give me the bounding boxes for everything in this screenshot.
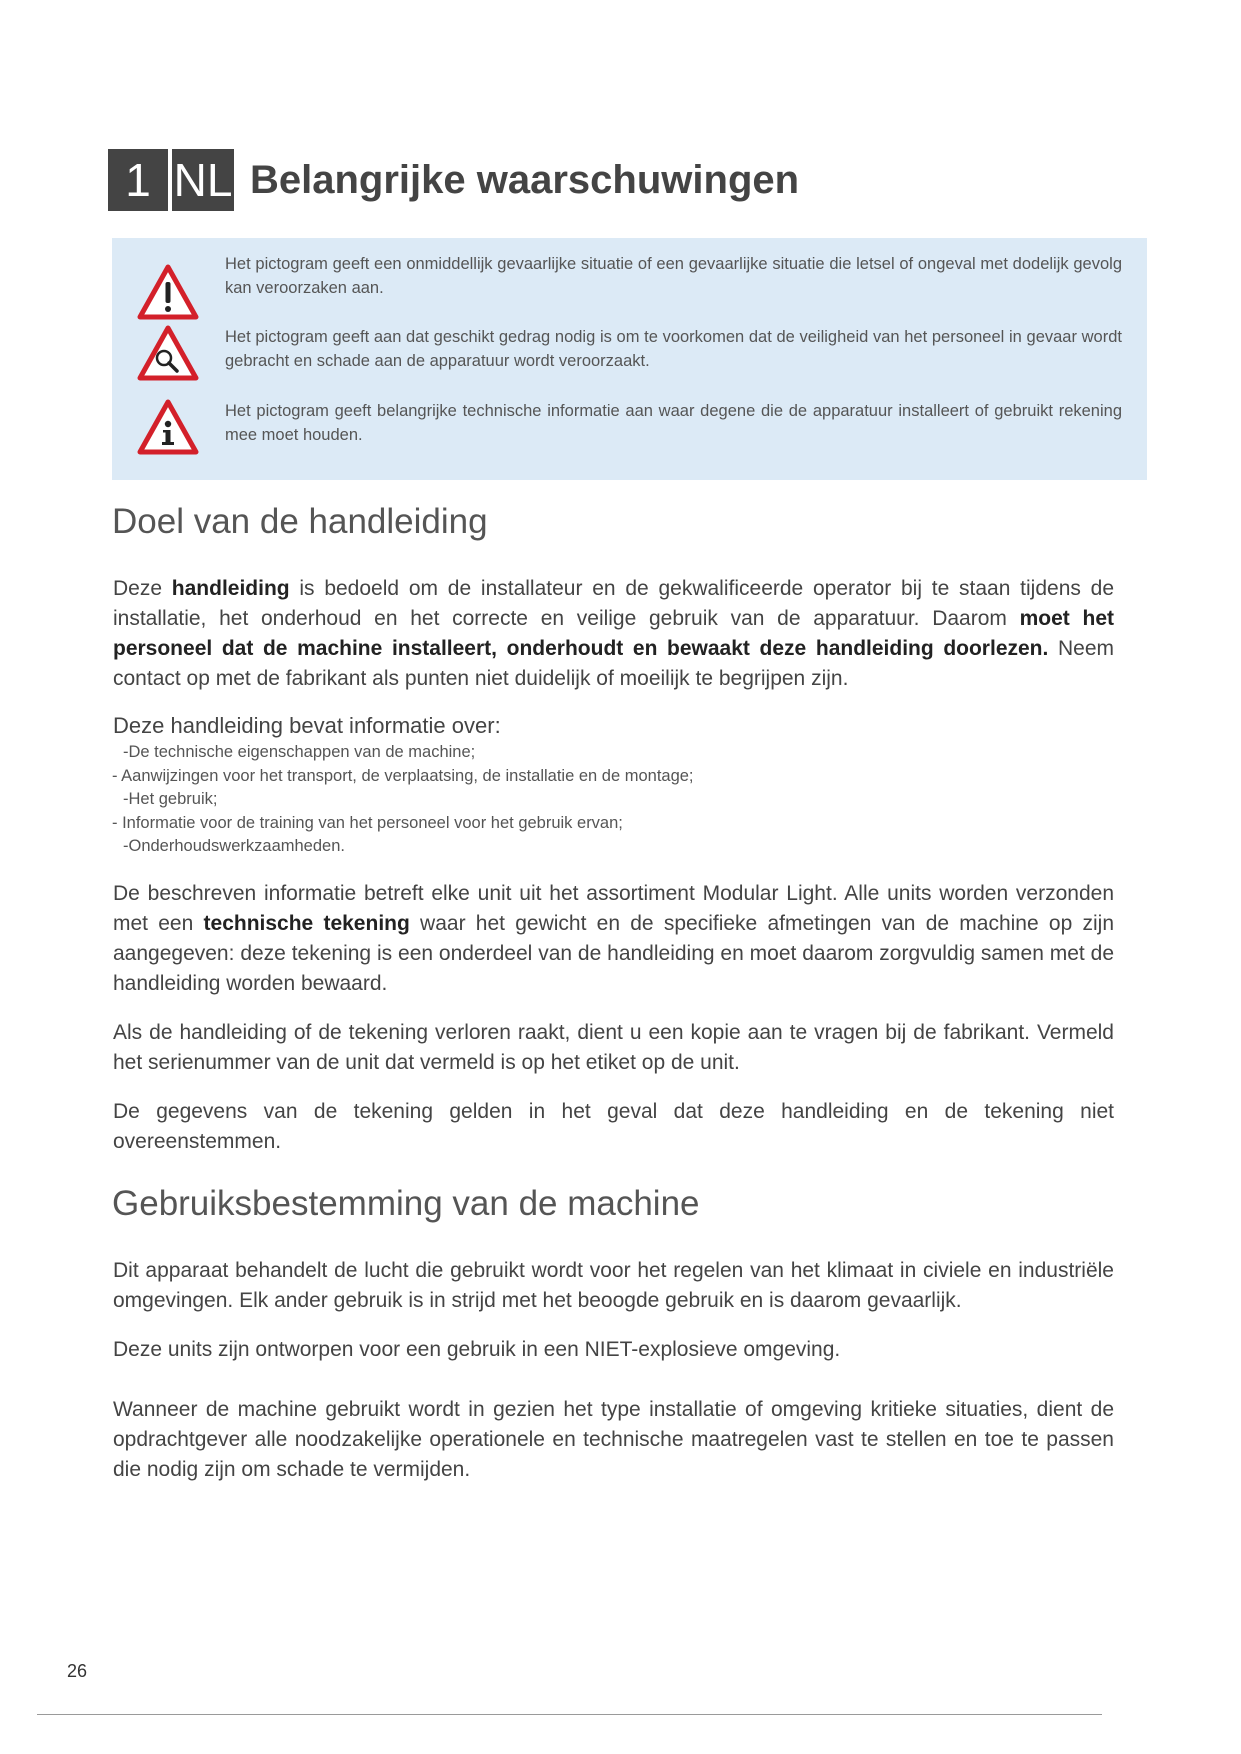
paragraph (113, 879, 1114, 999)
paragraph: Als de handleiding of de tekening verloren raakt, dient u een kopie aan te vragen bij de fabrikant. Vermeld het serienummer van de unit dat vermeld is op het etiket op de unit. (113, 1021, 1114, 1074)
text-run: De beschreven informatie betreft elke unit uit het assortiment Modular Light. Alle units worden verzonden met een (113, 882, 1114, 935)
bold-text: technische tekening (203, 912, 410, 935)
paragraph: De gegevens van de tekening gelden in het geval dat deze handleiding en de tekening niet overeenstemmen. (113, 1100, 1114, 1153)
warning-text: Het pictogram geeft belangrijke technische informatie aan waar degene die de apparatuur installeert of gebruikt rekening mee moet houden. (225, 402, 1122, 444)
paragraph (113, 574, 1114, 694)
list-item: -De technische eigenschappen van de machine; (123, 743, 476, 761)
chapter-number: 1 (108, 149, 168, 211)
list-item: -Het gebruik; (123, 790, 218, 808)
list-heading: Deze handleiding bevat informatie over: (113, 713, 501, 738)
text-run: waar het gewicht en de specifieke afmetingen van de machine op zijn aangegeven: deze tekening is een onderdeel van de handleiding en moet daarom zorgvuldig samen met de handleiding worden bewaard. (113, 912, 1115, 995)
danger-exclamation-icon (137, 264, 199, 320)
warning-box (112, 238, 1147, 480)
paragraph: Wanneer de machine gebruikt wordt in gezien het type installatie of omgeving kritieke situaties, dient de opdrachtgever alle noodzakelijke operationele en technische maatregelen vast te stellen en toe te passen die nodig zijn om schade te vermijden. (113, 1398, 1114, 1481)
paragraph: Deze units zijn ontworpen voor een gebruik in een NIET-explosieve omgeving. (113, 1338, 841, 1361)
list-item: - Aanwijzingen voor het transport, de verplaatsing, de installatie en de montage; (112, 766, 694, 785)
caution-magnifier-icon (137, 325, 199, 381)
list-item: -Onderhoudswerkzaamheden. (123, 837, 345, 855)
section-title: Gebruiksbestemming van de machine (112, 1184, 700, 1223)
text-run: Deze (113, 577, 172, 600)
section-title: Doel van de handleiding (112, 502, 488, 541)
info-list (112, 741, 694, 859)
text-run: is bedoeld om de installateur en de gekwalificeerde operator bij te staan tijdens de installatie, het onderhoud en het correcte en veilige gebruik van de apparatuur. Daarom (113, 577, 1115, 630)
warning-text: Het pictogram geeft aan dat geschikt gedrag nodig is om te voorkomen dat de veiligheid van het personeel in gevaar wordt gebracht en schade aan de apparatuur wordt veroorzaakt. (225, 328, 1122, 370)
text-run: Neem contact op met de fabrikant als punten niet duidelijk of moeilijk te begrijpen zijn. (113, 637, 1114, 690)
info-icon (137, 399, 199, 455)
chapter-heading (108, 149, 799, 211)
page-number: 26 (67, 1661, 88, 1681)
bold-text: handleiding (171, 577, 290, 600)
list-item: - Informatie voor de training van het personeel voor het gebruik ervan; (112, 813, 623, 832)
warning-text: Het pictogram geeft een onmiddellijk gevaarlijke situatie of een gevaarlijke situatie die letsel of ongeval met dodelijk gevolg kan veroorzaken aan. (225, 255, 1122, 297)
paragraph: Dit apparaat behandelt de lucht die gebruikt wordt voor het regelen van het klimaat in civiele en industriële omgevingen. Elk ander gebruik is in strijd met het beoogde gebruik en is daarom gevaarlijk. (113, 1259, 1114, 1312)
chapter-title: Belangrijke waarschuwingen (250, 157, 800, 202)
bold-text: moet het personeel dat de machine installeert, onderhoudt en bewaakt deze handleiding doorlezen. (113, 607, 1114, 660)
chapter-language: NL (172, 149, 234, 211)
footer-divider (37, 1714, 1102, 1715)
